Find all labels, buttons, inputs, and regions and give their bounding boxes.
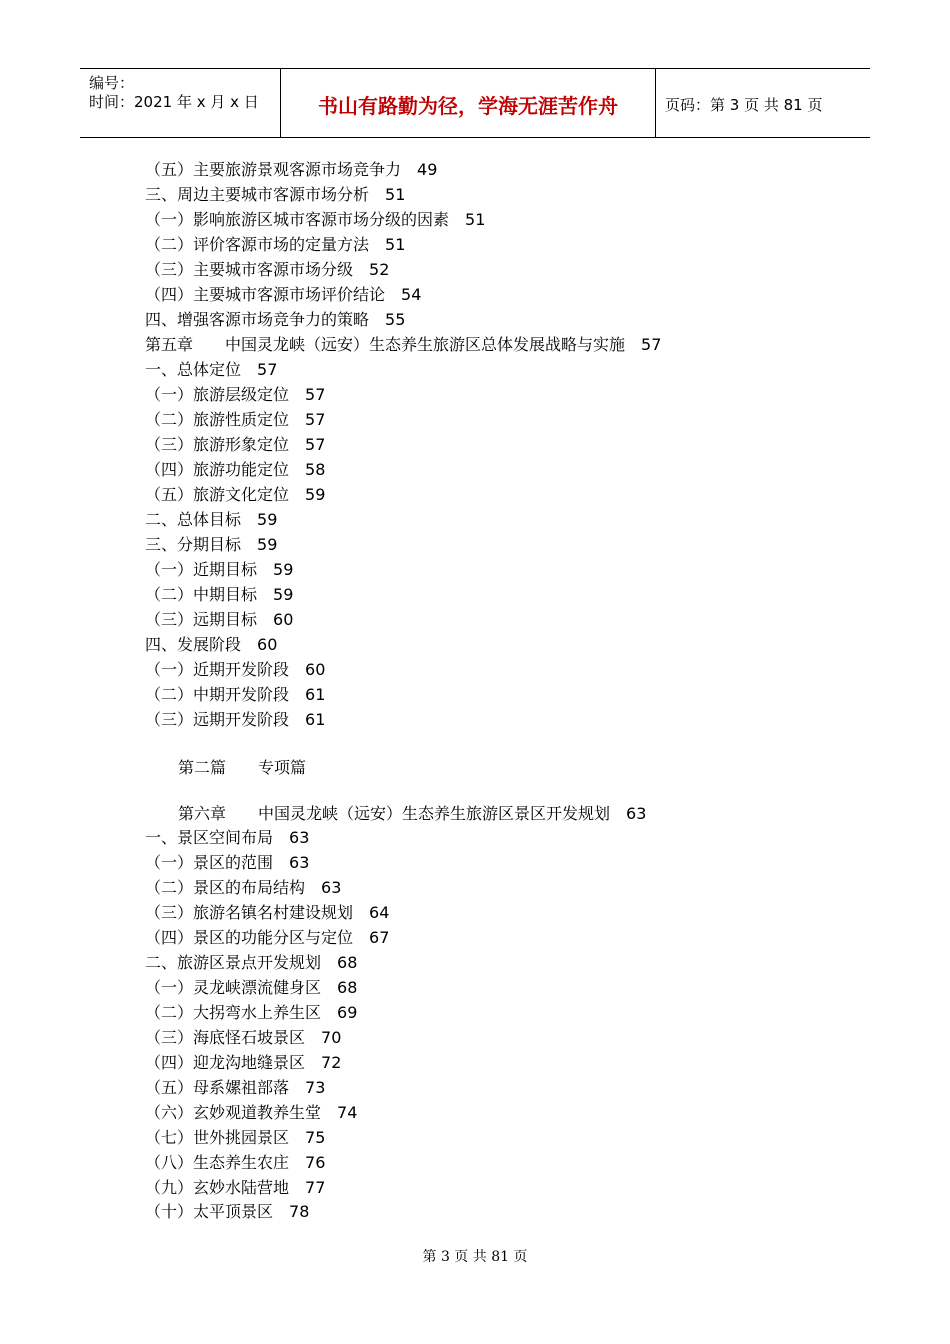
toc-entry	[145, 1200, 309, 1224]
toc-entry	[145, 308, 405, 332]
header-meta-cell	[80, 69, 280, 137]
toc-entry	[145, 233, 405, 257]
toc-entry-title: 四、发展阶段	[145, 635, 242, 654]
toc-entry-page: 75	[305, 1128, 326, 1147]
toc-entry-page: 57	[305, 410, 326, 429]
toc-entry-title: （四）迎龙沟地缝景区	[145, 1053, 306, 1072]
document-number-label: 编号：	[89, 74, 135, 92]
toc-entry-title: （一）灵龙峡漂流健身区	[145, 978, 322, 997]
toc-entry-page: 60	[305, 660, 326, 679]
toc-entry-page: 60	[257, 635, 278, 654]
toc-entry-page: 57	[641, 335, 662, 354]
toc-entry	[145, 358, 277, 382]
toc-entry-title: （二）中期开发阶段	[145, 685, 290, 704]
toc-entry-page: 77	[305, 1178, 326, 1197]
toc-entry-title: （四）景区的功能分区与定位	[145, 928, 354, 947]
toc-entry-title: （二）旅游性质定位	[145, 410, 290, 429]
toc-entry-page: 63	[289, 853, 310, 872]
toc-entry-title: （十）太平顶景区	[145, 1202, 274, 1221]
toc-entry	[145, 683, 325, 707]
toc-entry-title: 第二篇 专项篇	[178, 758, 307, 777]
toc-entry-page: 70	[321, 1028, 342, 1047]
toc-entry	[145, 158, 437, 182]
toc-entry	[145, 508, 277, 532]
page-header	[80, 68, 870, 138]
toc-entry-page: 69	[337, 1003, 358, 1022]
toc-entry	[145, 876, 341, 900]
toc-entry	[145, 258, 389, 282]
toc-entry-page: 61	[305, 685, 326, 704]
toc-entry-page: 58	[305, 460, 326, 479]
toc-entry	[145, 1076, 325, 1100]
toc-entry	[145, 951, 357, 975]
toc-entry-page: 68	[337, 978, 358, 997]
toc-entry-page: 61	[305, 710, 326, 729]
toc-entry-title: （一）近期开发阶段	[145, 660, 290, 679]
toc-entry-page: 49	[417, 160, 438, 179]
toc-entry-title: （三）海底怪石坡景区	[145, 1028, 306, 1047]
toc-entry-title: 一、总体定位	[145, 360, 242, 379]
toc-entry	[145, 1001, 357, 1025]
toc-entry	[145, 851, 309, 875]
toc-entry-page: 63	[321, 878, 342, 897]
toc-entry-title: （八）生态养生农庄	[145, 1153, 290, 1172]
toc-entry-page: 59	[257, 535, 278, 554]
header-page-cell	[656, 69, 870, 137]
toc-entry	[145, 558, 293, 582]
header-motto: 书山有路勤为径，学海无涯苦作舟	[318, 94, 618, 118]
toc-entry-page: 73	[305, 1078, 326, 1097]
page-footer: 第 3 页 共 81 页	[422, 1249, 528, 1265]
toc-entry-title: （二）中期目标	[145, 585, 258, 604]
toc-entry-title: （三）远期目标	[145, 610, 258, 629]
toc-entry-page: 51	[385, 185, 406, 204]
toc-entry-title: （一）近期目标	[145, 560, 258, 579]
toc-entry-page: 76	[305, 1153, 326, 1172]
toc-entry-title: （四）主要城市客源市场评价结论	[145, 285, 386, 304]
toc-entry-page: 64	[369, 903, 390, 922]
toc-entry	[145, 1051, 341, 1075]
toc-entry-page: 67	[369, 928, 390, 947]
toc-entry-title: 一、景区空间布局	[145, 828, 274, 847]
toc-entry	[145, 901, 389, 925]
toc-entry-page: 51	[385, 235, 406, 254]
toc-entry-page: 60	[273, 610, 294, 629]
toc-entry-title: 三、周边主要城市客源市场分析	[145, 185, 370, 204]
toc-entry	[145, 708, 325, 732]
toc-entry	[145, 1026, 341, 1050]
toc-entry-title: （三）主要城市客源市场分级	[145, 260, 354, 279]
toc-entry-page: 59	[273, 560, 294, 579]
toc-entry-title: （三）远期开发阶段	[145, 710, 290, 729]
toc-entry-page: 78	[289, 1202, 310, 1221]
toc-entry	[178, 756, 306, 780]
toc-entry	[145, 1176, 325, 1200]
toc-entry-page: 59	[273, 585, 294, 604]
toc-entry-title: （三）旅游名镇名村建设规划	[145, 903, 354, 922]
toc-entry-page: 54	[401, 285, 422, 304]
toc-entry	[145, 408, 325, 432]
toc-entry	[145, 1151, 325, 1175]
toc-entry-page: 55	[385, 310, 406, 329]
toc-entry	[145, 658, 325, 682]
toc-entry	[145, 208, 485, 232]
toc-entry-title: 四、增强客源市场竞争力的策略	[145, 310, 370, 329]
toc-entry	[145, 383, 325, 407]
toc-entry	[145, 333, 661, 357]
toc-entry-title: 第五章 中国灵龙峡（远安）生态养生旅游区总体发展战略与实施	[145, 335, 626, 354]
toc-entry-title: （五）旅游文化定位	[145, 485, 290, 504]
toc-entry-title: （二）大拐弯水上养生区	[145, 1003, 322, 1022]
toc-entry	[145, 1101, 357, 1125]
toc-entry-page: 63	[626, 804, 647, 823]
toc-entry	[145, 926, 389, 950]
toc-entry-title: （二）评价客源市场的定量方法	[145, 235, 370, 254]
toc-entry-page: 57	[257, 360, 278, 379]
toc-entry-page: 57	[305, 385, 326, 404]
toc-entry-title: 第六章 中国灵龙峡（远安）生态养生旅游区景区开发规划	[178, 804, 611, 823]
toc-entry-page: 63	[289, 828, 310, 847]
toc-entry-title: 二、旅游区景点开发规划	[145, 953, 322, 972]
toc-entry-page: 51	[465, 210, 486, 229]
toc-entry-page: 59	[257, 510, 278, 529]
toc-entry-page: 68	[337, 953, 358, 972]
toc-entry-title: 二、总体目标	[145, 510, 242, 529]
toc-entry-title: 三、分期目标	[145, 535, 242, 554]
toc-entry	[145, 583, 293, 607]
toc-entry	[145, 608, 293, 632]
toc-entry	[145, 433, 325, 457]
document-time-label: 时间：2021 年 x 月 x 日	[89, 93, 259, 111]
toc-entry-page: 72	[321, 1053, 342, 1072]
toc-entry-title: （九）玄妙水陆营地	[145, 1178, 290, 1197]
toc-entry-title: （一）旅游层级定位	[145, 385, 290, 404]
toc-entry-page: 74	[337, 1103, 358, 1122]
header-motto-cell	[280, 69, 656, 137]
toc-entry-title: （四）旅游功能定位	[145, 460, 290, 479]
toc-entry-title: （七）世外挑园景区	[145, 1128, 290, 1147]
header-page-info: 页码：第 3 页 共 81 页	[665, 96, 823, 114]
toc-entry	[145, 183, 405, 207]
toc-entry-title: （二）景区的布局结构	[145, 878, 306, 897]
toc-entry	[145, 483, 325, 507]
toc-entry	[145, 283, 421, 307]
toc-entry-page: 59	[305, 485, 326, 504]
toc-entry-title: （五）主要旅游景观客源市场竞争力	[145, 160, 402, 179]
toc-entry	[145, 458, 325, 482]
toc-entry-title: （一）景区的范围	[145, 853, 274, 872]
toc-entry	[145, 826, 309, 850]
toc-entry-title: （三）旅游形象定位	[145, 435, 290, 454]
toc-entry-title: （五）母系嫘祖部落	[145, 1078, 290, 1097]
toc-entry	[145, 1126, 325, 1150]
toc-entry	[145, 976, 357, 1000]
toc-entry-title: （六）玄妙观道教养生堂	[145, 1103, 322, 1122]
toc-entry-title: （一）影响旅游区城市客源市场分级的因素	[145, 210, 450, 229]
toc-entry	[145, 533, 277, 557]
toc-entry	[145, 633, 277, 657]
toc-entry-page: 52	[369, 260, 390, 279]
toc-entry	[178, 802, 646, 826]
toc-entry-page: 57	[305, 435, 326, 454]
